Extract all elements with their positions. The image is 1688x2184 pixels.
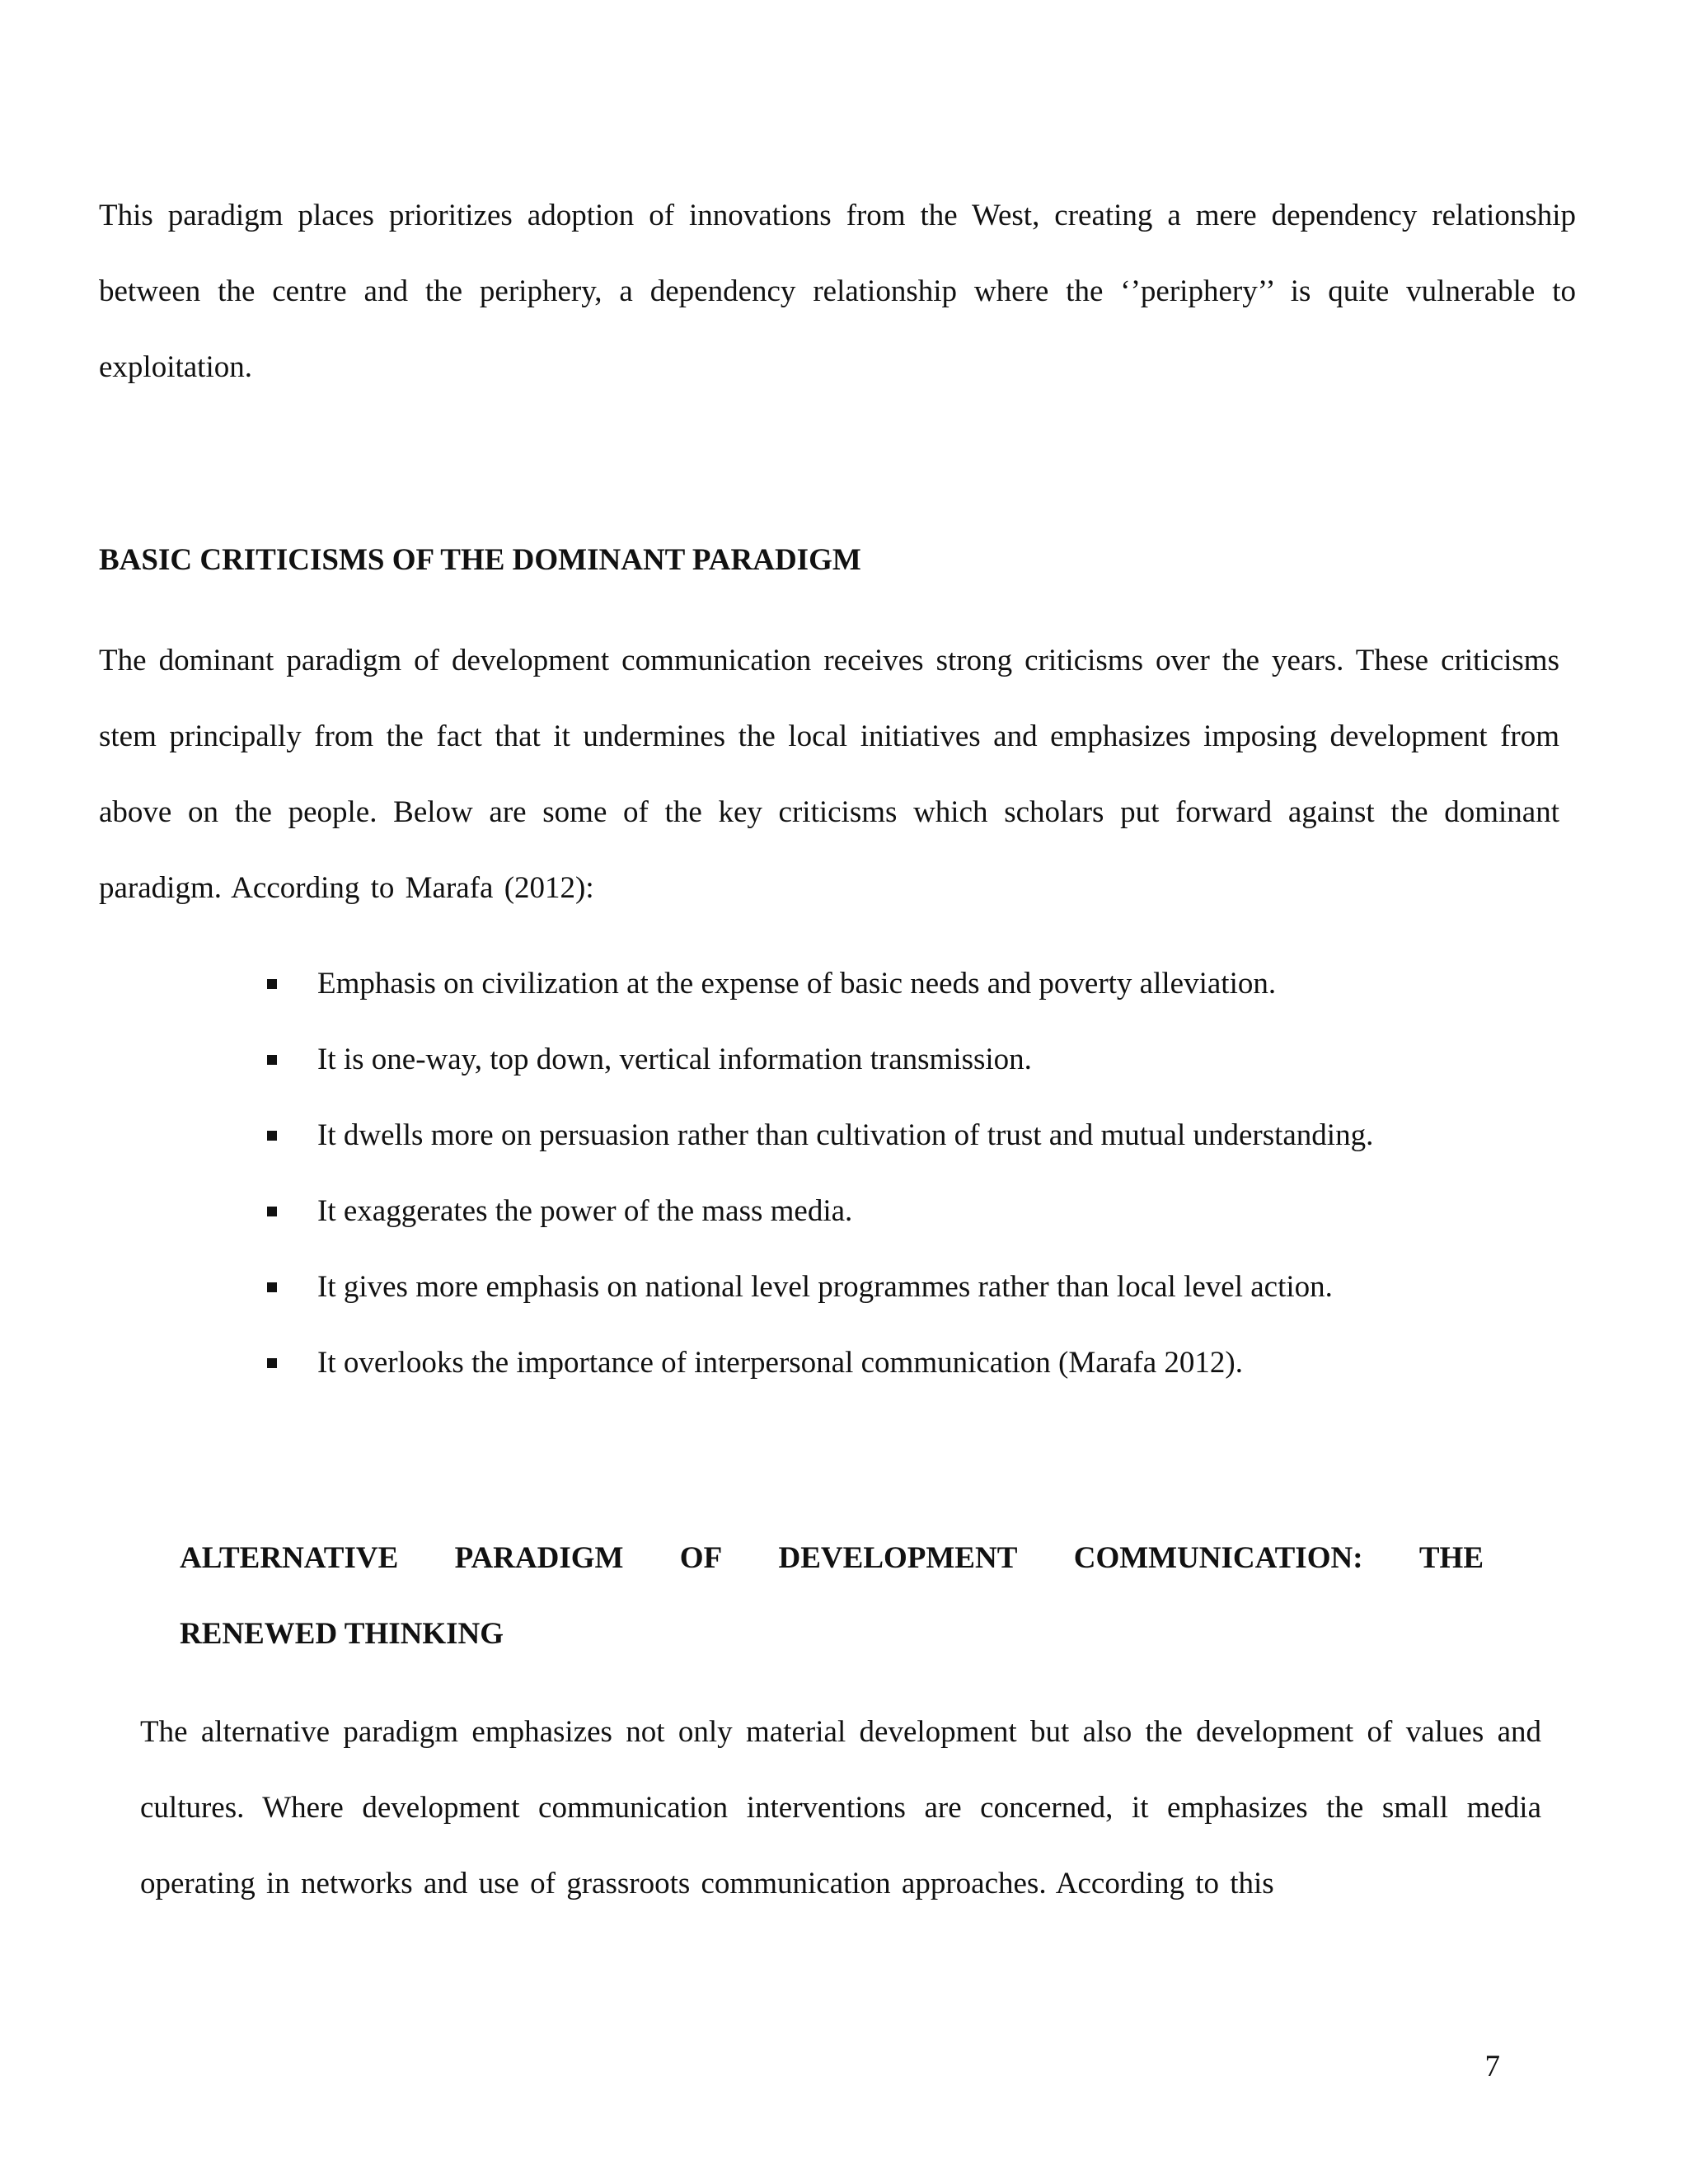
heading-word: COMMUNICATION: — [1073, 1541, 1363, 1575]
heading-word: DEVELOPMENT — [778, 1541, 1018, 1575]
square-bullet-icon — [267, 1131, 277, 1141]
heading-word: OF — [679, 1541, 723, 1575]
square-bullet-icon — [267, 979, 277, 989]
square-bullet-icon — [267, 1358, 277, 1368]
section-heading-criticisms: BASIC CRITICISMS OF THE DOMINANT PARADIGM — [99, 543, 861, 577]
square-bullet-icon — [267, 1207, 277, 1216]
list-item — [264, 1098, 1550, 1174]
section-heading-alternative-paradigm — [180, 1521, 1484, 1672]
list-item-text: Emphasis on civilization at the expense of basic needs and poverty alleviation. — [317, 967, 1277, 1001]
list-item — [264, 1022, 1550, 1098]
list-item-text: It overlooks the importance of interpersonal communication (Marafa 2012). — [317, 1346, 1243, 1380]
heading-line-2: RENEWED THINKING — [180, 1617, 504, 1651]
list-item-text: It exaggerates the power of the mass media. — [317, 1194, 853, 1228]
list-item — [264, 1249, 1550, 1325]
heading-word: PARADIGM — [454, 1541, 624, 1575]
list-item — [264, 946, 1550, 1022]
intro-paragraph: This paradigm places prioritizes adoption of innovations from the West, creating a mere dependency relationship between the centre and the periphery, a dependency relationship where the ‘’periphery’’ is quite vulnerable to exploitation. — [99, 199, 1576, 384]
heading-word: ALTERNATIVE — [180, 1541, 399, 1575]
page-number: 7 — [1484, 2050, 1500, 2083]
square-bullet-icon — [267, 1282, 277, 1292]
list-item — [264, 1325, 1550, 1401]
list-item-text: It dwells more on persuasion rather than cultivation of trust and mutual understanding. — [317, 1118, 1374, 1152]
list-item-text: It is one-way, top down, vertical information transmission. — [317, 1043, 1032, 1076]
list-item — [264, 1174, 1550, 1249]
list-item-text: It gives more emphasis on national level programmes rather than local level action. — [317, 1270, 1333, 1304]
square-bullet-icon — [267, 1055, 277, 1065]
alternative-paradigm-paragraph: The alternative paradigm emphasizes not only material development but also the development of values and cultures. Where development communication interventions are concerned, it emphasizes the small media operating in networks and use of grassroots communication approaches. According to this — [140, 1715, 1541, 1900]
heading-word: THE — [1418, 1541, 1484, 1575]
criticisms-list — [264, 946, 1550, 1401]
criticisms-paragraph: The dominant paradigm of development communication receives strong criticisms over the years. These criticisms stem principally from the fact that it undermines the local initiatives and emphasizes imposing development from above on the people. Below are some of the key criticisms which scholars put forward against the dominant paradigm. According to Marafa (2012): — [99, 644, 1559, 905]
heading-line-1 — [180, 1521, 1484, 1596]
